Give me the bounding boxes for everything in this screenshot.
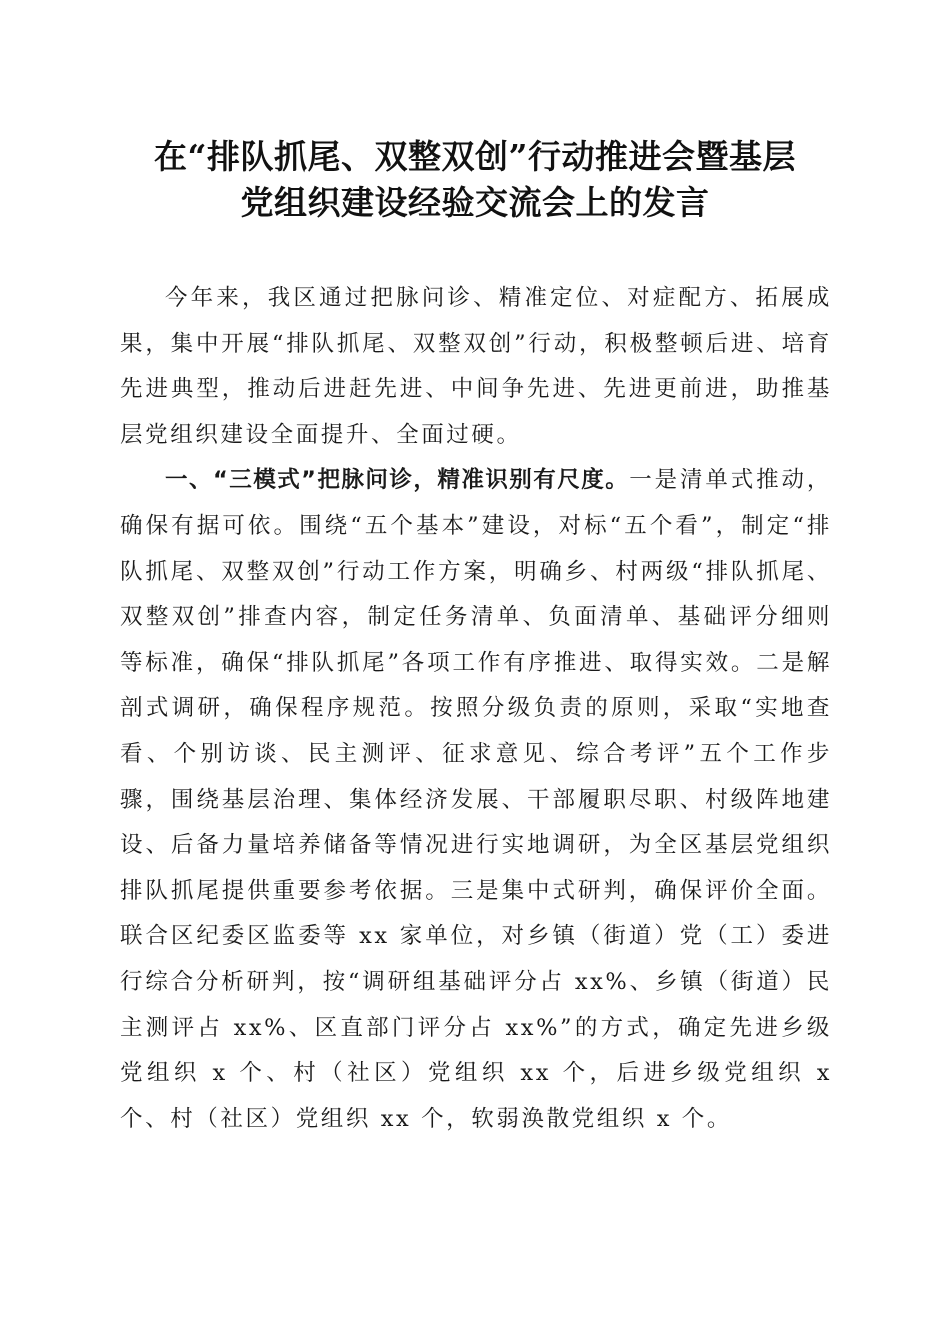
- section-1-paragraph: [120, 458, 832, 1142]
- section-1-body: 一是清单式推动，确保有据可依。围绕“五个基本”建设，对标“五个看”，制定“排队抓尾、双整双创”行动工作方案，明确乡、村两级“排队抓尾、双整双创”排查内容，制定任务清单、负面清单、基础评分细则等标准，确保“排队抓尾”各项工作有序推进、取得实效。二是解剖式调研，确保程序规范。按照分级负责的原则，采取“实地查看、个别访谈、民主测评、征求意见、综合考评”五个工作步骤，围绕基层治理、集体经济发展、干部履职尽职、村级阵地建设、后备力量培养储备等情况进行实地调研，为全区基层党组织排队抓尾提供重要参考依据。三是集中式研判，确保评价全面。联合区纪委区监委等 xx 家单位，对乡镇（街道）党（工）委进行综合分析研判，按“调研组基础评分占 xx%、乡镇（街道）民主测评占 xx%、区直部门评分占 xx%”的方式，确定先进乡级党组织 x 个、村（社区）党组织 xx 个，后进乡级党组织 x 个、村（社区）党组织 xx 个，软弱涣散党组织 x 个。: [120, 467, 832, 1132]
- intro-paragraph: 今年来，我区通过把脉问诊、精准定位、对症配方、拓展成果，集中开展“排队抓尾、双整双创”行动，积极整顿后进、培育先进典型，推动后进赶先进、中间争先进、先进更前进，助推基层党组织建设全面提升、全面过硬。: [120, 285, 832, 448]
- title-line-2: 党组织建设经验交流会上的发言: [240, 183, 710, 222]
- section-1-heading: 一、“三模式”把脉问诊，精准识别有尺度。: [165, 467, 630, 494]
- title-line-1: 在“排队抓尾、双整双创”行动推进会暨基层: [154, 137, 796, 176]
- document-body: [120, 276, 832, 1142]
- document-title: [100, 134, 850, 226]
